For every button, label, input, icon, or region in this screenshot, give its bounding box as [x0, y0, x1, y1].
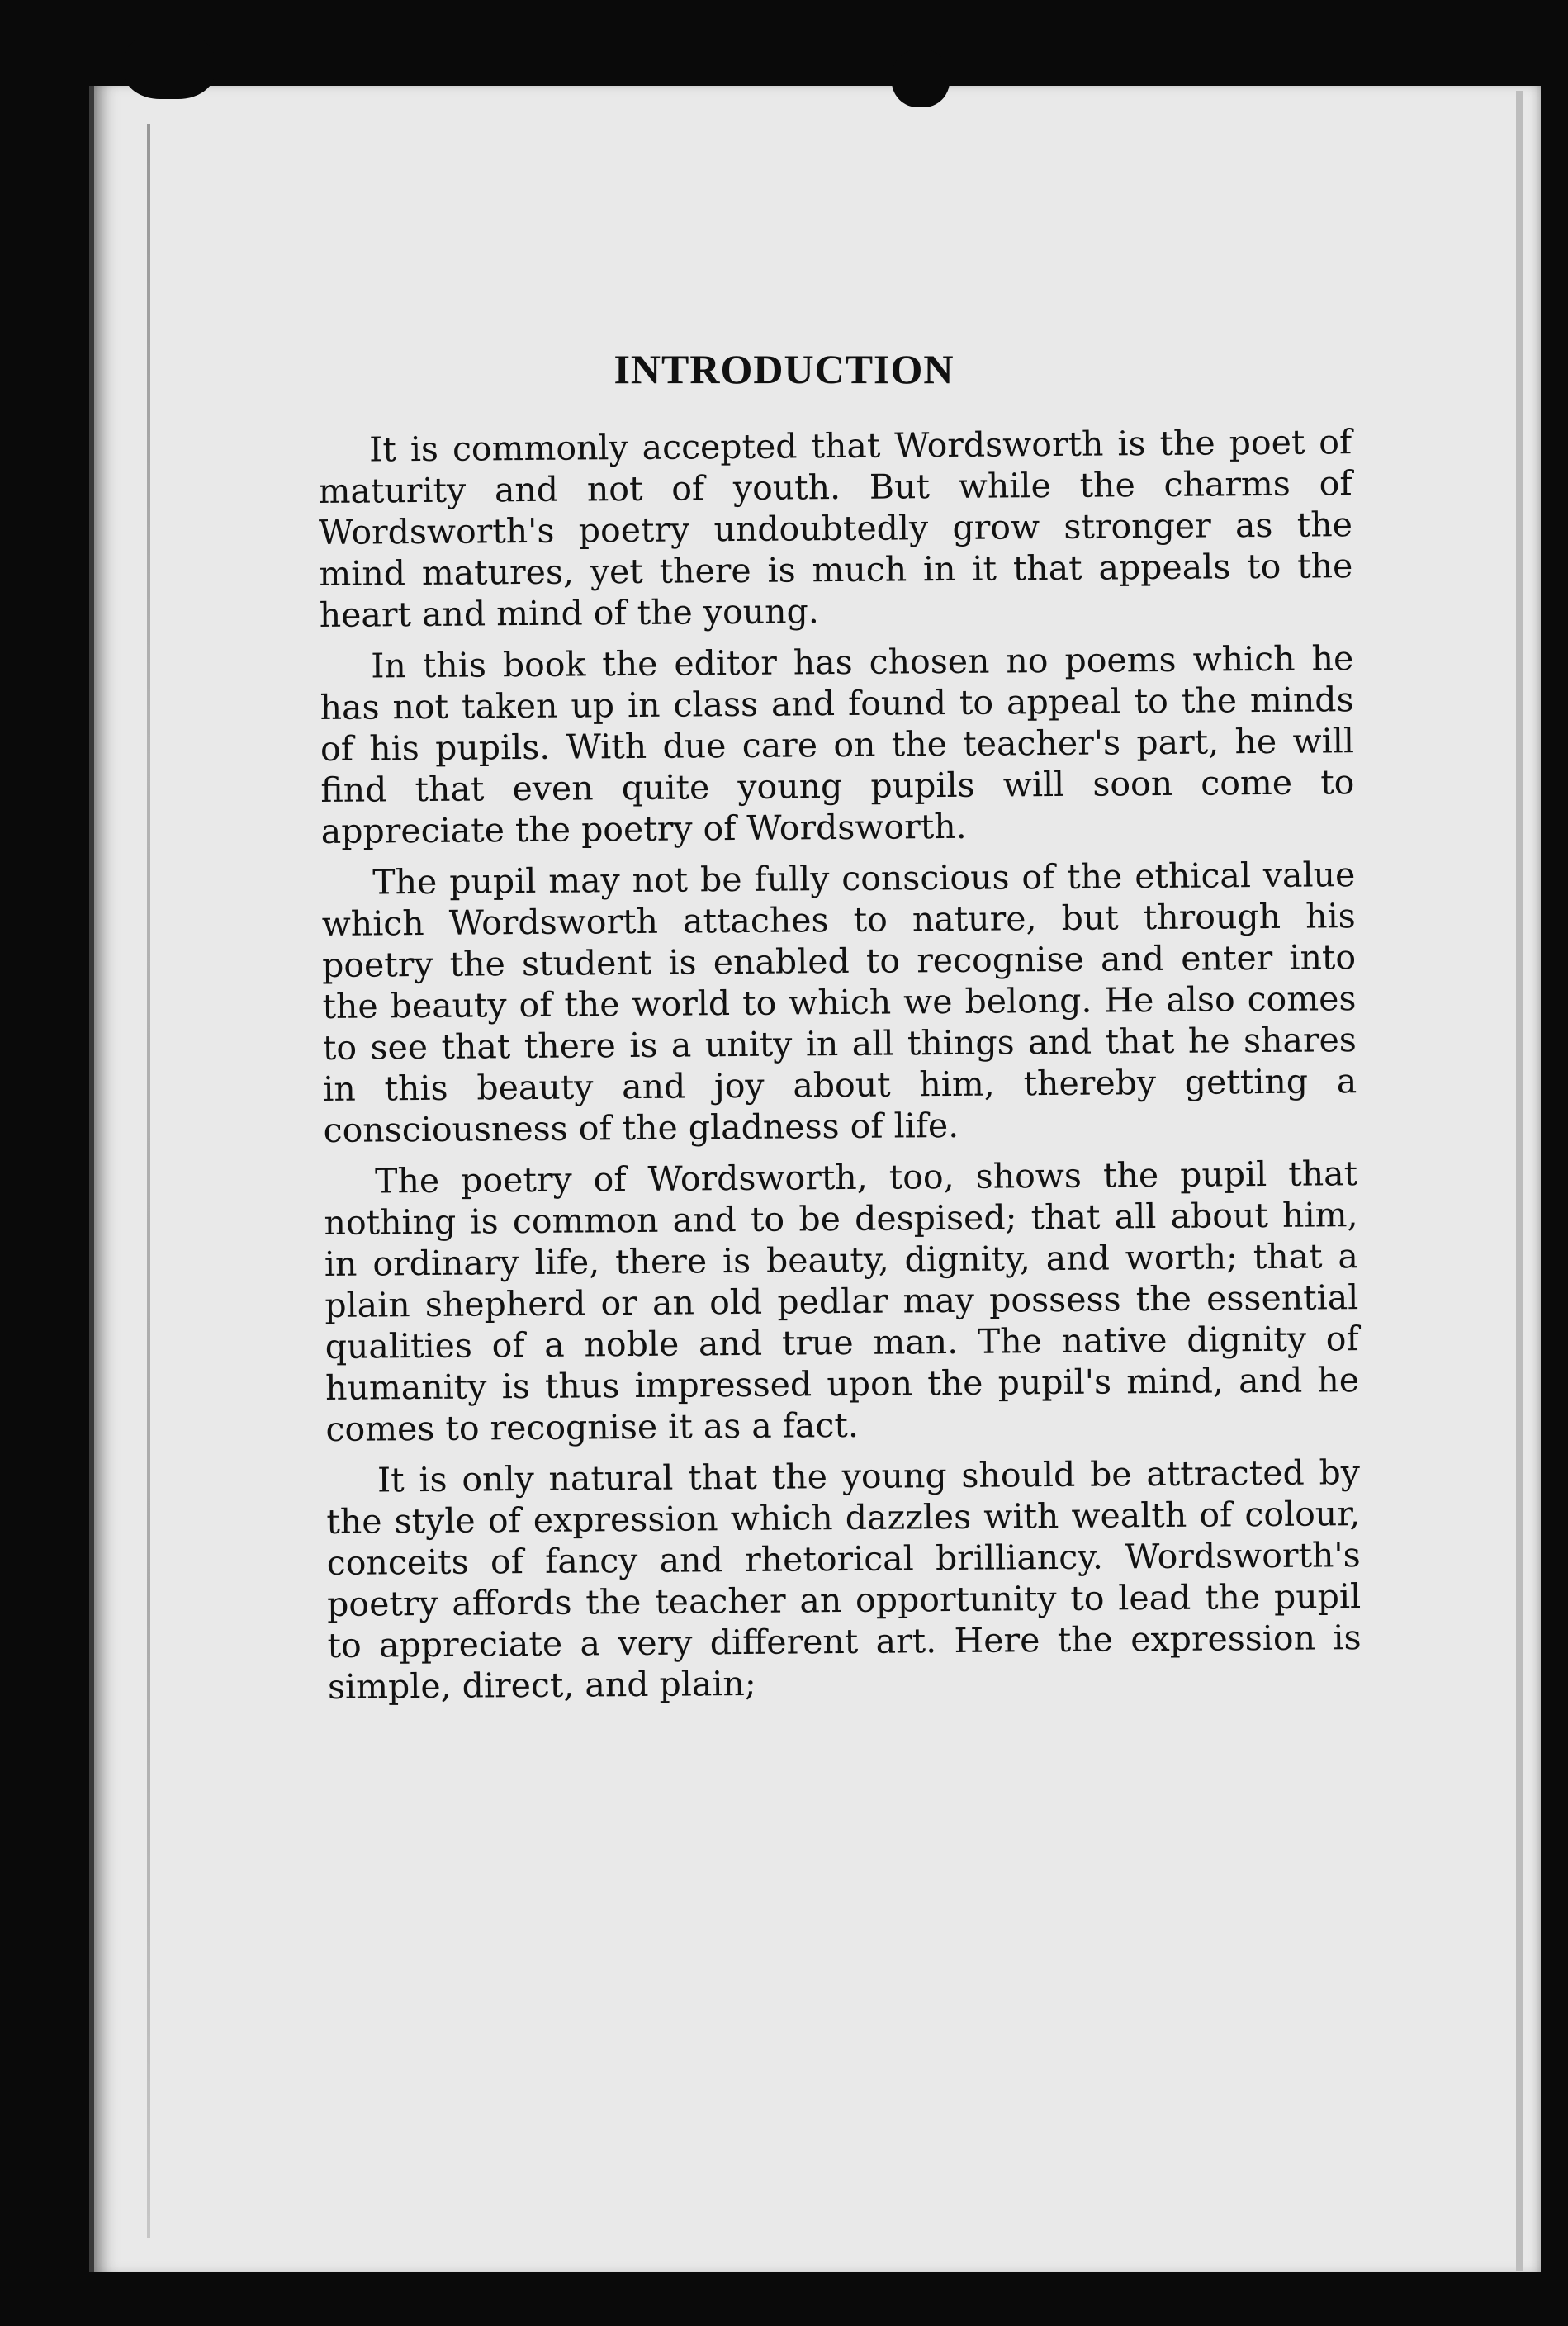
page-title: INTRODUCTION: [613, 346, 955, 392]
top-center-smudge: [892, 50, 950, 107]
body-text: [318, 421, 1362, 1708]
paragraph-1: It is commonly accepted that Wordsworth is the poet of maturity and not of youth. But while the charms of Wordsworth's poetry undoubtedly grow stronger as the mind matures, yet there is much in it that appeals to the heart and mind of the young.: [318, 422, 1353, 635]
paragraph-4: The poetry of Wordsworth, too, shows the pupil that nothing is common and to be despised; that all about him, in ordinary life, there is beauty, dignity, and worth; that a plain shepherd or an old pedlar may possess the essential qualities of a noble and true man. The native dignity of humanity is thus impressed upon the pupil's mind, and he comes to recognise it as a fact.: [324, 1154, 1360, 1449]
paragraph-5: It is only natural that the young should be attracted by the style of expression which dazzles with wealth of colour, conceits of fancy and rhetorical brilliancy. Wordsworth's poetry affords the teacher an opportunity to lead the pupil to appreciate a very different art. Here the expression is simple, direct, and plain;: [326, 1452, 1362, 1707]
page-right-edge: [1516, 91, 1523, 2271]
page-gutter-line: [147, 124, 150, 2238]
paragraph-3: The pupil may not be fully conscious of the ethical value which Wordsworth attaches to nature, but through his poetry the student is enabled to recognise and enter into the beauty of the world to which we belong. He also comes to see that there is a unity in all things and that he shares in this beauty and joy about him, thereby getting a consciousness of the gladness of life.: [321, 855, 1357, 1150]
top-left-smudge: [124, 33, 215, 99]
paragraph-2: In this book the editor has chosen no poems which he has not taken up in class and found to appeal to the minds of his pupils. With due care on the teacher's part, he will find that even quite young pupils will soon come to appreciate the poetry of Wordsworth.: [320, 638, 1355, 851]
